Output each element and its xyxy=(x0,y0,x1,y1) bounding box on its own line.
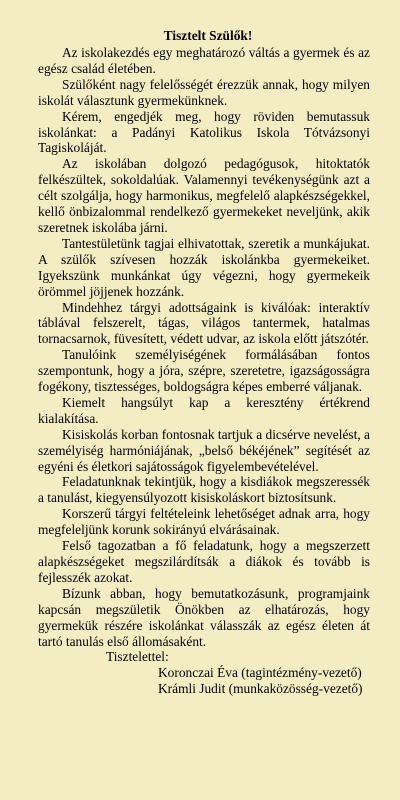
paragraph-10: Feladatunknak tekintjük, hogy a kisdiákok megszeressék a tanulást, kiegyensúlyozott kisiskoláskort biztosítsunk. xyxy=(38,474,370,506)
paragraph-13: Bízunk abban, hogy bemutatkozásunk, programjaink kapcsán megszületik Önökben az elhatározás, hogy gyermekük részére iskolánkat válasszák az egész életen át tartó tanulás első állomásaként. xyxy=(38,585,370,649)
paragraph-7: Tanulóink személyiségének formálásában fontos szempontunk, hogy a jóra, szépre, szeretetre, igazságosságra fogékony, tisztességes, boldogságra képes emberré váljanak. xyxy=(38,347,370,395)
paragraph-5: Tantestületünk tagjai elhivatottak, szeretik a munkájukat. A szülők szívesen hozzák iskolánkba gyermekeiket. Igyekszünk munkánkat úgy végezni, hogy gyermekeik örömmel jöjjenek hozzánk. xyxy=(38,235,370,299)
paragraph-1: Az iskolakezdés egy meghatározó váltás a gyermek és az egész család életében. xyxy=(38,45,370,76)
paragraph-12: Felső tagozatban a fő feladatunk, hogy a megszerzett alapkészségeket megszilárdítsák a diákok és tovább is fejlesszék azokat. xyxy=(38,538,370,585)
paragraph-11: Korszerű tárgyi feltételeink lehetőséget adnak arra, hogy megfeleljünk korunk sokirányú elvárásainak. xyxy=(38,506,370,538)
closing-salutation: Tisztelettel: xyxy=(106,649,169,665)
letter-title: Tisztelt Szülők! xyxy=(163,28,253,43)
paragraph-8: Kiemelt hangsúlyt kap a keresztény értékrend kialakítása. xyxy=(38,394,370,426)
paragraph-3: Kérem, engedjék meg, hogy röviden bemutassuk iskolánkat: a Padányi Katolikus Iskola Tótvázsonyi Tagiskoláját. xyxy=(38,108,370,156)
signature-2: Krámli Judit (munkaközösség-vezető) xyxy=(158,681,363,697)
paragraph-6: Mindehhez tárgyi adottságaink is kiválóak: interaktív táblával felszerelt, tágas, világos tantermek, hatalmas tornacsarnok, füvesített, védett udvar, az iskola előtt játszótér. xyxy=(38,299,370,347)
paragraph-2: Szülőként nagy felelősségét érezzük annak, hogy milyen iskolát választunk gyermekünknek. xyxy=(38,76,370,108)
paragraph-4: Az iskolában dolgozó pedagógusok, hitoktatók felkészültek, sokoldalúak. Valamennyi tevékenységünk azt a célt szolgálja, hogy harmonikus, megfelelő alapkészségekkel, kellő önbizalommal rendelkező gyermekeket neveljünk, akik szeretnek iskolába járni. xyxy=(38,156,370,235)
paragraph-9: Kisiskolás korban fontosnak tartjuk a dicsérve nevelést, a személyiség harmóniájának, „belső békéjének” segítését az egyéni és életkori sajátosságok figyelembevételével. xyxy=(38,426,370,474)
signature-1: Koronczai Éva (tagintézmény-vezető) xyxy=(158,665,362,681)
